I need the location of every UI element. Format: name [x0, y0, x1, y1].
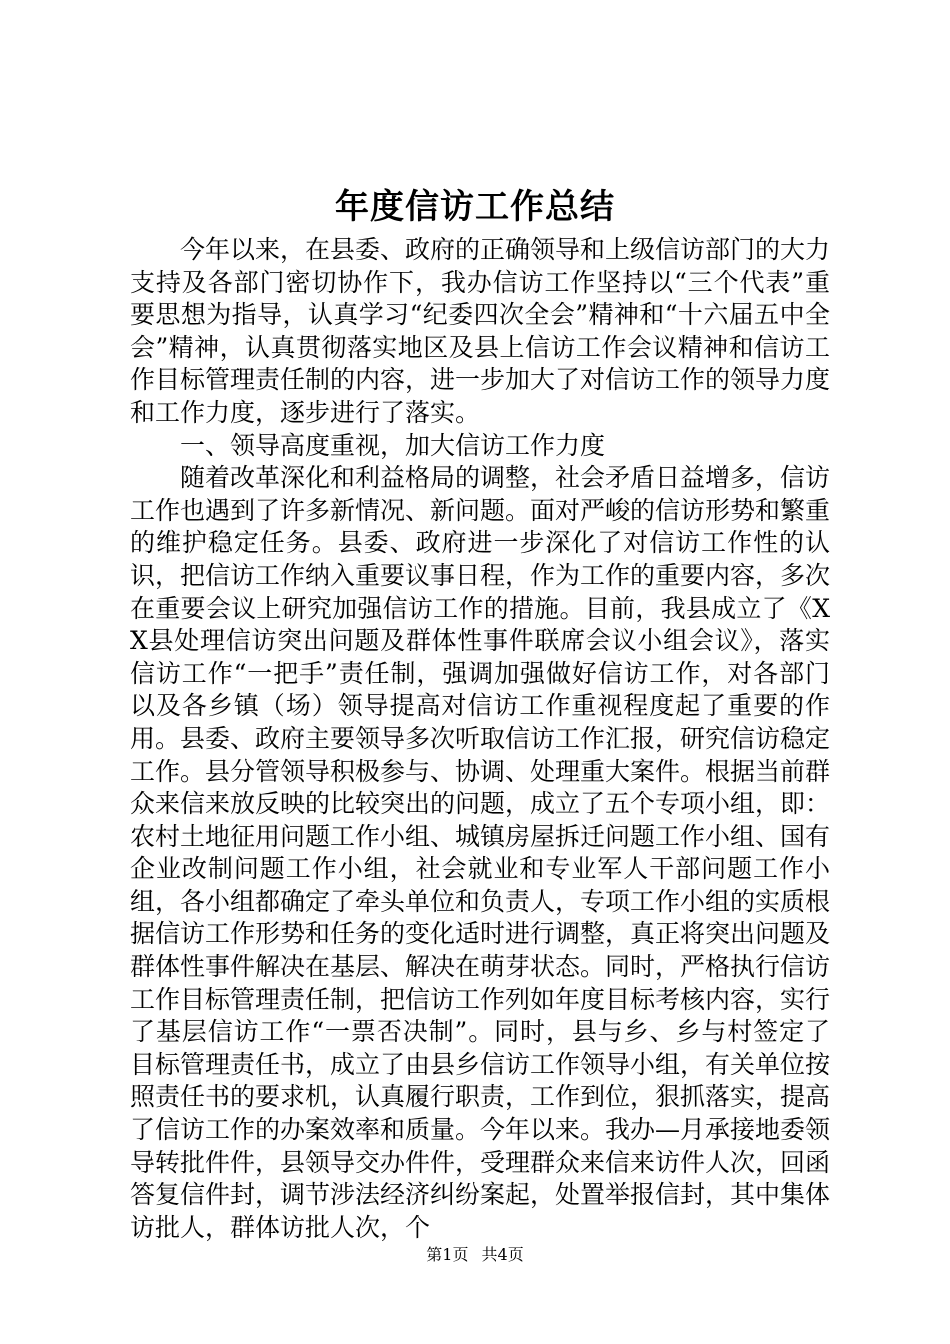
paragraph-intro: 今年以来，在县委、政府的正确领导和上级信访部门的大力支持及各部门密切协作下，我办信访工作坚持以“三个代表”重要思想为指导，认真学习“纪委四次全会”精神和“十六届五中全会”精神，认真贯彻落实地区及县上信访工作会议精神和信访工作目标管理责任制的内容，进一步加大了对信访工作的领导力度和工作力度，逐步进行了落实。	[130, 235, 831, 427]
page-total: 共4页	[481, 1245, 524, 1264]
section-heading: 一、领导高度重视，加大信访工作力度	[180, 430, 606, 460]
page-footer	[0, 1244, 950, 1266]
page-number: 第1页	[426, 1245, 469, 1264]
paragraph-body: 随着改革深化和利益格局的调整，社会矛盾日益增多，信访工作也遇到了许多新情况、新问题。面对严峻的信访形势和繁重的维护稳定任务。县委、政府进一步深化了对信访工作性的认识，把信访工作纳入重要议事日程，作为工作的重要内容，多次在重要会议上研究加强信访工作的措施。目前，我县成立了《XX县处理信访突出问题及群体性事件联席会议小组会议》，落实信访工作“一把手”责任制，强调加强做好信访工作，对各部门以及各乡镇（场）领导提高对信访工作重视程度起了重要的作用。县委、政府主要领导多次听取信访工作汇报，研究信访稳定工作。县分管领导积极参与、协调、处理重大案件。根据当前群众来信来放反映的比较突出的问题，成立了五个专项小组，即：农村土地征用问题工作小组、城镇房屋拆迁问题工作小组、国有企业改制问题工作小组，社会就业和专业军人干部问题工作小组，各小组都确定了牵头单位和负责人，专项工作小组的实质根据信访工作形势和任务的变化适时进行调整，真正将突出问题及群体性事件解决在基层、解决在萌芽状态。同时，严格执行信访工作目标管理责任制，把信访工作列如年度目标考核内容，实行了基层信访工作“一票否决制”。同时，县与乡、乡与村签定了目标管理责任书，成立了由县乡信访工作领导小组，有关单位按照责任书的要求机，认真履行职责，工作到位，狠抓落实，提高了信访工作的办案效率和质量。今年以来。我办—月承接地委领导转批件件，县领导交办件件，受理群众来信来访件人次，回函答复信件封，调节涉法经济纠纷案起，处置举报信封，其中集体访批人，群体访批人次，个	[130, 463, 831, 1242]
document-body	[130, 234, 830, 1244]
page-title: 年度信访工作总结	[335, 187, 615, 227]
